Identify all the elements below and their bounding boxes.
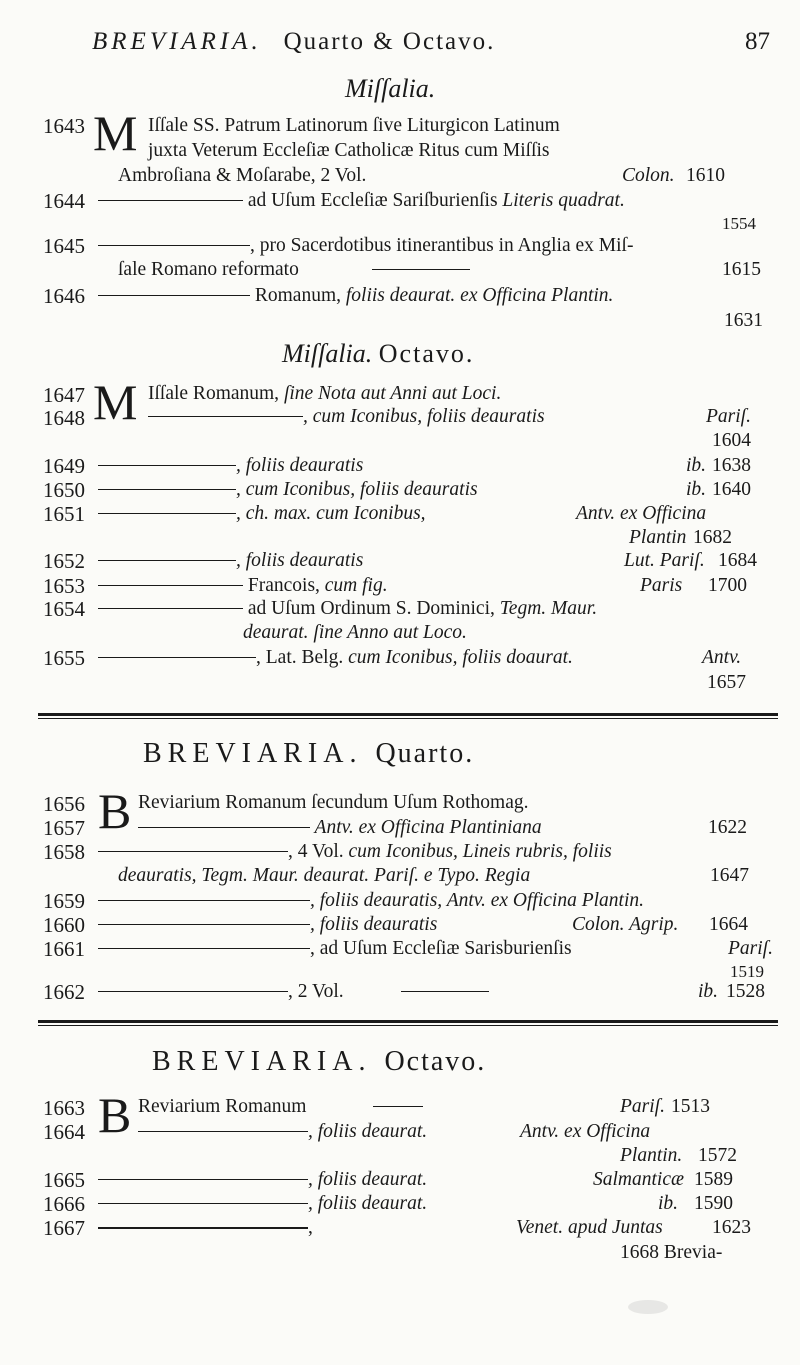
- section-heading-missalia-quarto: Miſſalia.: [345, 74, 436, 103]
- entry-number: 1656: [43, 792, 85, 816]
- entry-text: , cum Iconibus, foliis deauratis: [303, 406, 545, 427]
- entry-place: Lut. Pariſ.: [624, 550, 705, 571]
- entry-number: 1648: [43, 406, 85, 430]
- entry-place: Plantin: [629, 527, 687, 548]
- entry-place: Antv. ex Officina: [576, 503, 707, 524]
- drop-initial: M: [93, 374, 138, 430]
- entry-number: 1646: [43, 284, 85, 308]
- entry-number: 1652: [43, 549, 85, 573]
- entry-text: Romanum,: [254, 285, 341, 306]
- entry-extra: cum Iconibus, foliis doaurat.: [348, 647, 573, 668]
- entry-year: 1615: [722, 259, 761, 280]
- drop-initial: B: [98, 1087, 132, 1143]
- entry-place: Paris: [640, 575, 683, 596]
- entry-text: , cum Iconibus, foliis deauratis: [236, 479, 478, 500]
- entry-year: 1684: [718, 550, 757, 571]
- entry-place: Pariſ.: [620, 1096, 665, 1117]
- page-number: 87: [745, 28, 770, 55]
- entry-number: 1661: [43, 937, 85, 961]
- entry-text: ad Uſum Ordinum S. Dominici,: [247, 598, 495, 619]
- entry-text: , Lat. Belg.: [256, 647, 344, 668]
- entry-year: 1528: [726, 981, 765, 1002]
- entry-number: 1665: [43, 1168, 85, 1192]
- entry-place: Colon. Agrip.: [572, 914, 679, 935]
- entry-number: 1649: [43, 454, 85, 478]
- entry-number: 1658: [43, 840, 85, 864]
- header-title: BREVIARIA.: [92, 28, 262, 55]
- entry-text: Reviarium Romanum ſecundum Uſum Rothomag.: [138, 792, 529, 813]
- entry-place: Colon.: [622, 165, 675, 186]
- entry-text: Reviarium Romanum: [138, 1096, 307, 1117]
- entry-year: 1590: [694, 1193, 733, 1214]
- entry-number: 1653: [43, 574, 85, 598]
- entry-text: , 2 Vol.: [288, 981, 344, 1002]
- entry-extra: ſine Nota aut Anni aut Loci.: [283, 383, 502, 404]
- entry-year: 1610: [686, 165, 725, 186]
- entry-text: , foliis deaurat.: [308, 1121, 428, 1142]
- entry-year: 1638: [712, 455, 751, 476]
- header-formats: Quarto & Octavo.: [283, 28, 496, 55]
- entry-place: Pariſ.: [728, 938, 773, 959]
- entry-number: 1666: [43, 1192, 85, 1216]
- entry-number: 1654: [43, 597, 85, 621]
- entry-text: , foliis deauratis: [236, 455, 364, 476]
- entry-year: 1554: [722, 214, 756, 233]
- entry-text: juxta Veterum Eccleſiæ Catholicæ Ritus cum Miſſis: [148, 140, 550, 161]
- entry-text: Iſſale SS. Patrum Latinorum ſive Liturgicon Latinum: [148, 115, 560, 136]
- entry-year: 1657: [707, 672, 746, 693]
- entry-number: 1643: [43, 114, 85, 138]
- section-divider: [38, 1020, 778, 1026]
- section-heading-breviaria-quarto: BREVIARIA.: [143, 738, 363, 769]
- entry-number: 1644: [43, 189, 85, 213]
- entry-text: , foliis deauratis: [236, 550, 364, 571]
- drop-initial: M: [93, 105, 138, 161]
- entry-text: deauratis, Tegm. Maur. deaurat. Pariſ. e Typo. Regia: [118, 865, 531, 886]
- entry-text: Iſſale Romanum,: [148, 383, 280, 404]
- entry-text: , pro Sacerdotibus itinerantibus in Anglia ex Miſ-: [250, 235, 634, 256]
- entry-year: 1640: [712, 479, 751, 500]
- entry-place: Antv.: [702, 647, 742, 668]
- entry-year: 1700: [708, 575, 747, 596]
- entry-extra: Literis quadrat.: [502, 190, 625, 211]
- entry-text: ſale Romano reformato: [118, 259, 299, 280]
- entry-year: 1519: [730, 962, 764, 981]
- entry-place: ib.: [698, 981, 719, 1002]
- entry-text: ,: [308, 1217, 313, 1238]
- entry-text: Ambroſiana & Moſarabe, 2 Vol.: [118, 165, 367, 186]
- entry-number: 1667: [43, 1216, 85, 1240]
- entry-place: Plantin.: [620, 1145, 683, 1166]
- entry-year: 1682: [693, 527, 732, 548]
- entry-year: 1631: [724, 310, 763, 331]
- entry-number: 1645: [43, 234, 85, 258]
- entry-place: ib.: [686, 479, 707, 500]
- entry-year: 1664: [709, 914, 748, 935]
- section-heading-missalia-octavo: Miſſalia.: [282, 339, 373, 368]
- entry-year: 1589: [694, 1169, 733, 1190]
- entry-text: , foliis deaurat.: [308, 1169, 428, 1190]
- section-heading-breviaria-octavo: BREVIARIA.: [152, 1046, 372, 1077]
- entry-year: 1513: [671, 1096, 710, 1117]
- catchword: 1668 Brevia-: [620, 1242, 723, 1263]
- entry-number: 1651: [43, 502, 85, 526]
- entry-text: Antv. ex Officina Plantiniana: [314, 817, 542, 838]
- entry-year: 1604: [712, 430, 751, 451]
- entry-number: 1647: [43, 383, 85, 407]
- entry-number: 1662: [43, 980, 85, 1004]
- entry-text: , foliis deaurat.: [308, 1193, 428, 1214]
- entry-extra: cum fig.: [324, 575, 388, 596]
- entry-extra: Tegm. Maur.: [499, 598, 598, 619]
- entry-number: 1650: [43, 478, 85, 502]
- entry-place: ib.: [686, 455, 707, 476]
- section-format: Octavo.: [384, 1046, 487, 1077]
- running-header: [92, 28, 495, 56]
- section-divider: [38, 713, 778, 719]
- entry-number: 1659: [43, 889, 85, 913]
- entry-text: , ad Uſum Eccleſiæ Sarisburienſis: [310, 938, 572, 959]
- entry-text: , ch. max. cum Iconibus,: [236, 503, 426, 524]
- entry-extra: cum Iconibus, Lineis rubris, foliis: [348, 841, 612, 862]
- entry-year: 1622: [708, 817, 747, 838]
- entry-number: 1663: [43, 1096, 85, 1120]
- entry-extra: foliis deaurat. ex Officina Plantin.: [345, 285, 614, 306]
- entry-number: 1657: [43, 816, 85, 840]
- section-format: Quarto.: [375, 738, 475, 769]
- entry-year: 1623: [712, 1217, 751, 1238]
- entry-text: , 4 Vol.: [288, 841, 344, 862]
- entry-place: ib.: [658, 1193, 679, 1214]
- section-format: Octavo.: [378, 339, 475, 368]
- ink-smudge: [628, 1300, 668, 1314]
- entry-number: 1655: [43, 646, 85, 670]
- drop-initial: B: [98, 783, 132, 839]
- entry-text: , foliis deauratis: [310, 914, 438, 935]
- entry-place: Salmanticæ: [593, 1169, 684, 1190]
- entry-year: 1572: [698, 1145, 737, 1166]
- entry-place: Pariſ.: [706, 406, 751, 427]
- entry-year: 1647: [710, 865, 749, 886]
- entry-text: deaurat. ſine Anno aut Loco.: [243, 622, 467, 643]
- entry-place: Antv. ex Officina: [520, 1121, 651, 1142]
- entry-number: 1660: [43, 913, 85, 937]
- entry-place: Venet. apud Juntas: [516, 1217, 663, 1238]
- entry-number: 1664: [43, 1120, 85, 1144]
- entry-text: Francois,: [247, 575, 320, 596]
- entry-text: ad Uſum Eccleſiæ Sariſburienſis: [247, 190, 498, 211]
- entry-text: , foliis deauratis, Antv. ex Officina Plantin.: [310, 890, 644, 911]
